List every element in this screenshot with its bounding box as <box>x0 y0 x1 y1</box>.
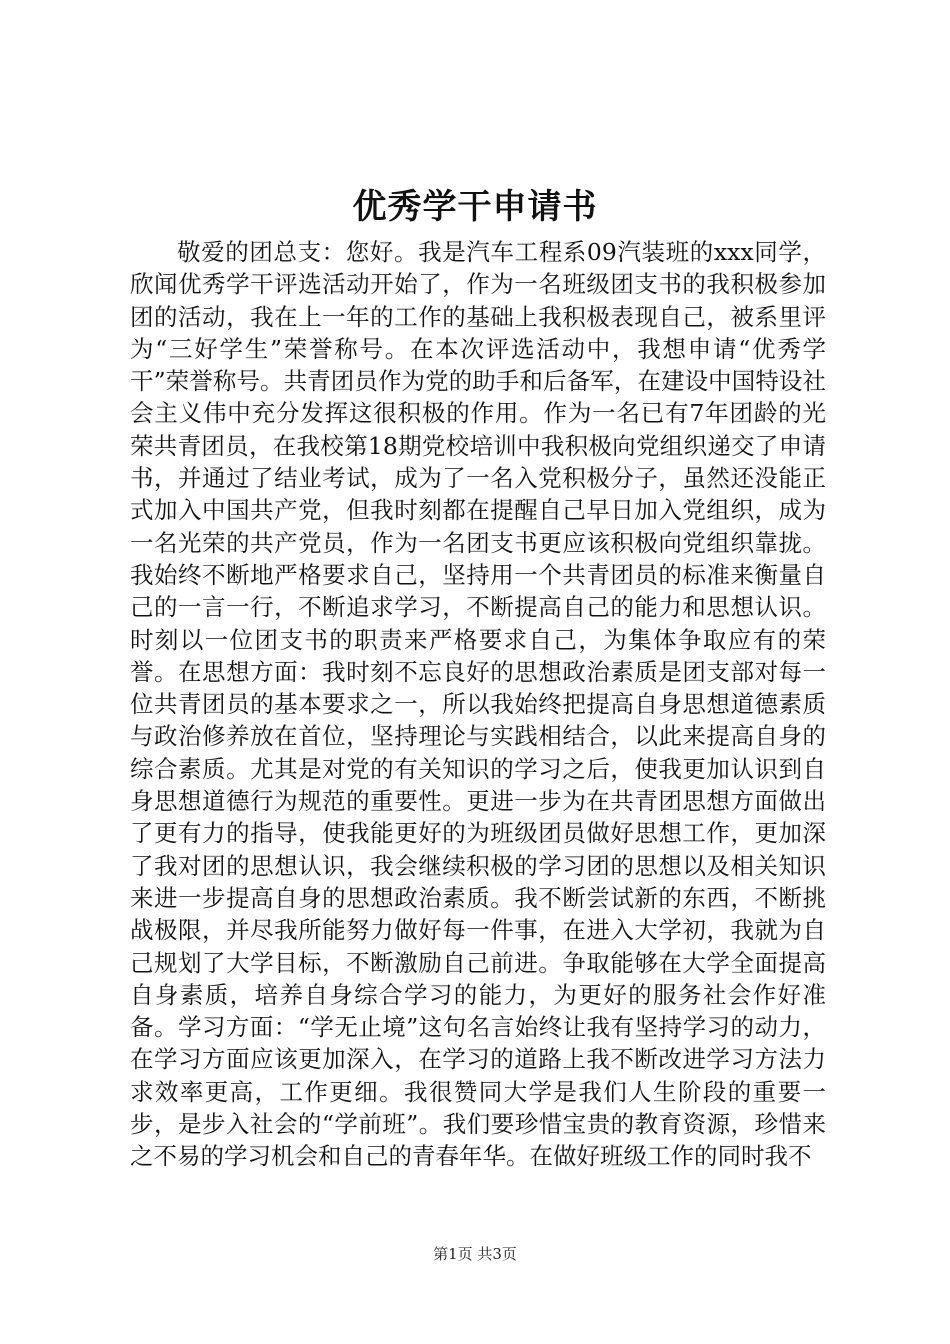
document-body: 敬爱的团总支：您好。我是汽车工程系09汽装班的xxx同学，欣闻优秀学干评选活动开始了，作为一名班级团支书的我积极参加团的活动，我在上一年的工作的基础上我积极表现自己，被系里评为“三好学生”荣誉称号。在本次评选活动中，我想申请“优秀学干”荣誉称号。共青团员作为党的助手和后备军，在建设中国特设社会主义伟中充分发挥这很积极的作用。作为一名已有7年团龄的光荣共青团员，在我校第18期党校培训中我积极向党组织递交了申请书，并通过了结业考试，成为了一名入党积极分子，虽然还没能正式加入中国共产党，但我时刻都在提醒自己早日加入党组织，成为一名光荣的共产党员，作为一名团支书更应该积极向党组织靠拢。我始终不断地严格要求自己，坚持用一个共青团员的标准来衡量自己的一言一行，不断追求学习，不断提高自己的能力和思想认识。时刻以一位团支书的职责来严格要求自己，为集体争取应有的荣誉。在思想方面：我时刻不忘良好的思想政治素质是团支部对每一位共青团员的基本要求之一，所以我始终把提高自身思想道德素质与政治修养放在首位，坚持理论与实践相结合，以此来提高自身的综合素质。尤其是对党的有关知识的学习之后，使我更加认识到自身思想道德行为规范的重要性。更进一步为在共青团思想方面做出了更有力的指导，使我能更好的为班级团员做好思想工作，更加深了我对团的思想认识，我会继续积极的学习团的思想以及相关知识来进一步提高自身的思想政治素质。我不断尝试新的东西，不断挑战极限，并尽我所能努力做好每一件事，在进入大学初，我就为自己规划了大学目标，不断激励自己前进。争取能够在大学全面提高自身素质，培养自身综合学习的能力，为更好的服务社会作好准备。学习方面：“学无止境”这句名言始终让我有坚持学习的动力，在学习方面应该更加深入，在学习的道路上我不断改进学习方法力求效率更高，工作更细。我很赞同大学是我们人生阶段的重要一步，是步入社会的“学前班”。我们要珍惜宝贵的教育资源，珍惜来之不易的学习机会和自己的青春年华。在做好班级工作的同时我不 <box>130 238 826 1171</box>
page-footer: 第1页 共3页 <box>433 1245 517 1263</box>
document-title: 优秀学干申请书 <box>352 187 598 227</box>
